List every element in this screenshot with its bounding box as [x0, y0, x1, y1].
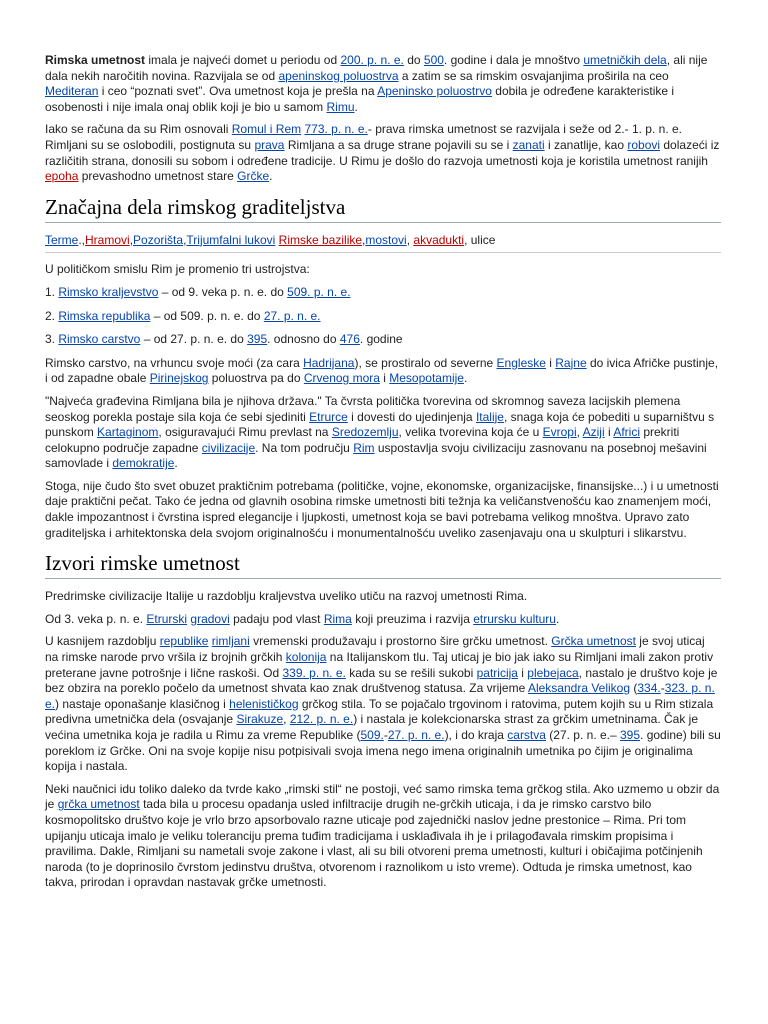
intro-paragraph	[45, 122, 721, 184]
link-etrurce[interactable]: Etrurce	[309, 409, 348, 424]
text-run: . godine	[359, 332, 403, 347]
text-run: "Najveća građevina Rimljana bila je njihova država." Ta čvrsta politička tvorevina od skromnog saveza lacijskih plemena seoskog porekla postaje sila koja će sebi sjediniti	[45, 393, 681, 424]
link-grcke[interactable]: Grčke	[237, 169, 270, 184]
link-395[interactable]: 395	[247, 332, 268, 347]
empire-paragraph	[45, 356, 721, 387]
link-demokratije[interactable]: demokratije	[112, 456, 175, 471]
text-run: ), i do kraja	[444, 728, 508, 742]
sources-paragraph	[45, 634, 721, 774]
text-run: Iako se računa da su Rim osnovali	[45, 122, 232, 137]
link-200-p-n-e[interactable]: 200. p. n. e.	[340, 53, 404, 67]
text-run: i	[604, 425, 614, 440]
link-epoha[interactable]: epoha	[45, 169, 79, 184]
link-aziji[interactable]: Aziji	[582, 425, 605, 440]
text-run: do ivica Afričke pustinje, i od zapadne obale	[45, 355, 719, 386]
link-civilizacije[interactable]: civilizacije	[201, 440, 256, 455]
link-773-p-n-e[interactable]: 773. p. n. e.	[304, 122, 368, 137]
text-run: padaju pod vlast	[229, 611, 324, 626]
link-509[interactable]: 509.	[360, 728, 384, 742]
intro-paragraph	[45, 53, 721, 115]
text-run: .	[555, 611, 560, 626]
text-run: , osiguravajući Rimu prevlast na	[158, 425, 332, 440]
list-item	[45, 332, 721, 348]
text-run: 2.	[45, 308, 59, 323]
text-run: U političkom smislu Rim je promenio tri ustrojstva:	[45, 262, 310, 277]
link-plebejaca[interactable]: plebejaca	[527, 665, 579, 680]
text-run: . odnosno do	[267, 332, 340, 347]
link-395[interactable]: 395	[620, 728, 641, 742]
link-rajne[interactable]: Rajne	[555, 355, 587, 370]
link-rima[interactable]: Rima	[323, 611, 352, 626]
link-etrursku-kulturu[interactable]: etrursku kulturu	[473, 611, 556, 626]
link-evropi[interactable]: Evropi	[542, 425, 577, 440]
text-run: tada bila u procesu opadanja usled infiltracije drugih ne-grčkih uticaja, i da je rimsko carstvo bilo kosmopolitsko društvo koje je vrlo brzo apsorbovalo razne uticaje pod zajednički naslov jedne prestonice – Rima. Pri tom upijanju uticaja imalo je veliku toleranciju prema tuđim tradicijama i usklađivala ih je i prilagođavala rimskim propisima i pravilima. Dakle, Rimljani su nametali svoje zakone i vlast, ali su bili otvoreni prema umetnosti, kulturi i običajima potčinjenih naroda (to je doprinosilo čvrstom jedinstvu društva, otvorenom i raznolikom u isto vreme). Odtuda je rimska umetnost, kao takva, prirodan i opravdan nastavak grčke umetnosti.	[45, 797, 703, 890]
text-run: i	[517, 665, 528, 680]
text-run: i	[545, 355, 556, 370]
text-run: poluostrva pa do	[208, 371, 304, 386]
link-robovi[interactable]: robovi	[627, 137, 661, 152]
link-212-p-n-e[interactable]: 212. p. n. e.	[289, 712, 354, 727]
practical-paragraph	[45, 479, 721, 541]
link-romul-i-rem[interactable]: Romul i Rem	[231, 122, 302, 137]
sources-paragraph	[45, 589, 721, 605]
text-run: .	[463, 371, 468, 386]
text-run: vremenski produžavaju i prostorno šire grčku umetnost.	[249, 634, 552, 649]
text-run: Rimljana a sa druge strane pojavili su se i	[284, 137, 513, 152]
link-339-p-n-e[interactable]: 339. p. n. e.	[282, 665, 346, 680]
link-trijumfalni-lukovi[interactable]: Trijumfalni lukovi	[186, 232, 276, 247]
text-run: 3.	[45, 332, 59, 347]
text-run: grčkog stila. To se pojačalo trgovinom i ratovima, putem kojih su u Rim stizala predivna umetnička dela (osvajanje	[45, 696, 714, 727]
text-run: Predrimske civilizacije Italije u razdoblju kraljevstva uveliko utiču na razvoj umetnosti Rima.	[45, 589, 528, 604]
text-run: -	[383, 728, 388, 742]
link-323-p-n-e[interactable]: 323. p. n. e.	[45, 681, 715, 711]
state-paragraph	[45, 394, 721, 472]
text-run: , ali nije dala nekih naročitih novina. Razvijala se od	[45, 53, 708, 83]
link-engleske[interactable]: Engleske	[496, 355, 546, 370]
link-africi[interactable]: Africi	[613, 425, 640, 440]
text-run: U kasnijem razdoblju	[45, 634, 160, 649]
link-500[interactable]: 500	[423, 53, 444, 67]
political-intro	[45, 262, 721, 278]
link-mesopotamije[interactable]: Mesopotamije	[389, 371, 464, 386]
text-run: - prava rimska umetnost se razvijala i seže od 2.- 1. p. n. e. Rimljani su se oslobodili, postignuta su	[45, 122, 682, 152]
text-run: , ulice	[464, 232, 496, 247]
link-etrurski[interactable]: Etrurski	[146, 611, 188, 626]
text-run: kada su se rešili sukobi	[345, 665, 477, 680]
text-run: ,	[576, 425, 583, 440]
link-sirakuze[interactable]: Sirakuze	[236, 712, 284, 727]
link-patricija[interactable]: patricija	[476, 665, 518, 680]
text-run: i	[379, 371, 390, 386]
text-run: dobila je određene karakteristike i osobenosti i nije imala onaj oblik koji je bio u samom	[45, 84, 675, 114]
text-run: (	[630, 681, 638, 696]
link-mostovi[interactable]: mostovi	[365, 232, 407, 247]
link-grcka-umetnost[interactable]: Grčka umetnost	[551, 634, 636, 649]
text-run: . godine i dala je mnoštvo	[443, 53, 584, 67]
text-run: a zatim se sa rimskim osvajanjima proširila na ceo	[398, 68, 669, 83]
section-heading-sources: Izvori rimske umetnost	[45, 550, 721, 579]
text-run: . Na tom području	[255, 440, 354, 455]
text-run: koji preuzima i razvija	[351, 611, 474, 626]
text-run: prevashodno umetnost stare	[78, 169, 238, 184]
text-run: ) nastaje oponašanje klasičnog i	[55, 696, 230, 711]
text-run: na Italijanskom tlu. Taj uticaj je bio jak iako su Rimljani imali zakon protiv preterane javne potrošnje i lične raskoši. Od	[45, 650, 714, 680]
link-italije[interactable]: Italije	[475, 409, 504, 424]
text-run: je svoj uticaj na rimske narode prvo vršila iz brojnih grčkih	[45, 634, 705, 665]
link-apeninskog-poluostrva[interactable]: apeninskog poluostrva	[278, 68, 399, 83]
link-mediteran[interactable]: Mediteran	[45, 84, 99, 99]
text-run: , nastalo je društvo koje je bez obzira na poreklo počelo da umetnost shvata kao znak društvenog statusa. Za vrijeme	[45, 665, 718, 696]
sources-paragraph	[45, 612, 721, 628]
sources-paragraph	[45, 782, 721, 891]
text-run: -	[660, 681, 665, 696]
text-run: ,	[283, 712, 290, 727]
section-heading-works: Značajna dela rimskog graditeljstva	[45, 194, 721, 223]
text-run: (27. p. n. e.–	[545, 728, 620, 742]
list-item	[45, 285, 721, 301]
text-run: ,	[129, 232, 134, 247]
text-run: .	[174, 456, 178, 471]
link-pozorista[interactable]: Pozorišta	[133, 232, 184, 247]
text-run: imala je najveći domet u periodu od	[145, 53, 341, 67]
link-334[interactable]: 334.	[637, 681, 661, 696]
text-run: dolazeći iz različitih strana, donosili su sobom i određene tradicije. U Rimu je došlo do razvoja umetnosti koja je koristila umetnost ranijih	[45, 137, 720, 168]
link-zanati[interactable]: zanati	[512, 137, 545, 152]
text-run: do	[403, 53, 424, 67]
text-run: , snaga koja će pobediti u suparništvu s punskom	[45, 409, 715, 440]
text-run: ,	[183, 232, 187, 247]
link-terme[interactable]: Terme	[45, 232, 79, 247]
text-run: Od 3. veka p. n. e.	[45, 611, 147, 626]
link-rim[interactable]: Rim	[353, 440, 375, 455]
list-item	[45, 309, 721, 325]
text-run: uspostavlja svoju civilizaciju zasnovanu na posebnoj mešavini samovlade i	[45, 440, 707, 471]
link-rimu[interactable]: Rimu	[326, 99, 355, 114]
bold-term: Rimska umetnost	[45, 53, 146, 67]
text-run: , velika tvorevina koja će u	[398, 425, 543, 440]
link-rimljani[interactable]: rimljani	[211, 634, 250, 649]
text-run: .	[354, 99, 358, 114]
link-pirinejskog[interactable]: Pirinejskog	[149, 371, 209, 386]
link-helenistickog[interactable]: helenističkog	[229, 696, 299, 711]
link-carstva[interactable]: carstva	[507, 728, 546, 742]
text-run: Rimsko carstvo, na vrhuncu svoje moći (za cara	[45, 355, 304, 370]
text-run: prekriti celokupno područje zapadne	[45, 425, 680, 455]
text-run: – od 27. p. n. e. do	[140, 332, 248, 347]
text-run: i ceo “poznati svet”. Ova umetnost koja je prešla na	[98, 84, 378, 99]
link-hadrijana[interactable]: Hadrijana	[303, 355, 355, 370]
link-umetnickih-dela[interactable]: umetničkih dela	[583, 53, 667, 67]
link-sredozemlju[interactable]: Sredozemlju	[331, 425, 399, 440]
text-run: Neki naučnici idu toliko daleko da tvrde kako „rimski stil“ ne postoji, već samo rimska tema grčkog stila. Ako uzmemo u obzir da je	[45, 781, 720, 812]
text-run: – od 9. veka p. n. e. do	[158, 284, 288, 299]
text-run: .,	[78, 232, 86, 247]
article-body	[45, 53, 721, 898]
text-run: i zanatlije, kao	[544, 137, 628, 152]
link-hramovi[interactable]: Hramovi	[85, 232, 130, 247]
link-27-p-n-e[interactable]: 27. p. n. e.	[263, 308, 321, 323]
link-509-p-n-e[interactable]: 509. p. n. e.	[287, 284, 351, 299]
link-apeninsko-poluostrvo[interactable]: Apeninsko poluostrvo	[377, 84, 492, 99]
buildings-link-list	[45, 233, 721, 254]
text-run: 1.	[45, 284, 59, 299]
text-run: ,	[406, 232, 414, 247]
link-gradovi[interactable]: gradovi	[190, 611, 230, 626]
text-run: – od 509. p. n. e. do	[150, 308, 264, 323]
text-run: ) i nastala je kolekcionarska strast za grčkim umetninama. Čak je većina umetnika koja je radila u Rimu za vreme Republike (	[45, 712, 699, 742]
link-grcka-umetnost[interactable]: grčka umetnost	[57, 797, 140, 812]
link-crvenog-mora[interactable]: Crvenog mora	[303, 371, 380, 386]
text-run: . godine) bili su poreklom iz Grčke. Oni na svoje kopije nisu potpisivali svoja imena nego imena originalnih umetnika po čijim je originalima kopija i nastala.	[45, 728, 721, 774]
link-rimske-bazilike[interactable]: Rimske bazilike	[278, 232, 363, 247]
text-run: Stoga, nije čudo što svet obuzet praktičnim potrebama (političke, vojne, ekonomske, organizacijske, finansijske...) i u umetnosti daje praktični pečat. Tako će jedna od glavnih osobina rimske umetnosti biti težnja ka veličanstvenošću kao znamenjem moći, dakle impozantnost i čvrstina ispred elegancije i ljupkosti, umetnost koja se bavi potrebama velikog mnoštva. Upravo zato graditeljska i arhitektonska dela svojom originalnošću i monumentalnošću uveliko zasenjavaju ona u skulpturi i slikarstvu.	[45, 478, 719, 540]
link-rimska-republika[interactable]: Rimska republika	[58, 308, 151, 323]
link-aleksandra-velikog[interactable]: Aleksandra Velikog	[527, 681, 631, 696]
link-republike[interactable]: republike	[159, 634, 209, 649]
text-run: i dovesti do ujedinjenja	[347, 409, 476, 424]
link-akvadukti[interactable]: akvadukti	[413, 232, 465, 247]
link-prava[interactable]: prava	[254, 137, 285, 152]
text-run: ), se prostiralo od severne	[354, 355, 497, 370]
link-kartaginom[interactable]: Kartaginom	[97, 425, 159, 440]
link-kolonija[interactable]: kolonija	[285, 650, 327, 665]
link-rimsko-kraljevstvo[interactable]: Rimsko kraljevstvo	[58, 284, 159, 299]
text-run: .	[269, 169, 273, 184]
link-rimsko-carstvo[interactable]: Rimsko carstvo	[58, 332, 141, 347]
link-476[interactable]: 476	[339, 332, 360, 347]
text-run: ,	[362, 232, 366, 247]
link-27-p-n-e[interactable]: 27. p. n. e.	[387, 728, 445, 742]
